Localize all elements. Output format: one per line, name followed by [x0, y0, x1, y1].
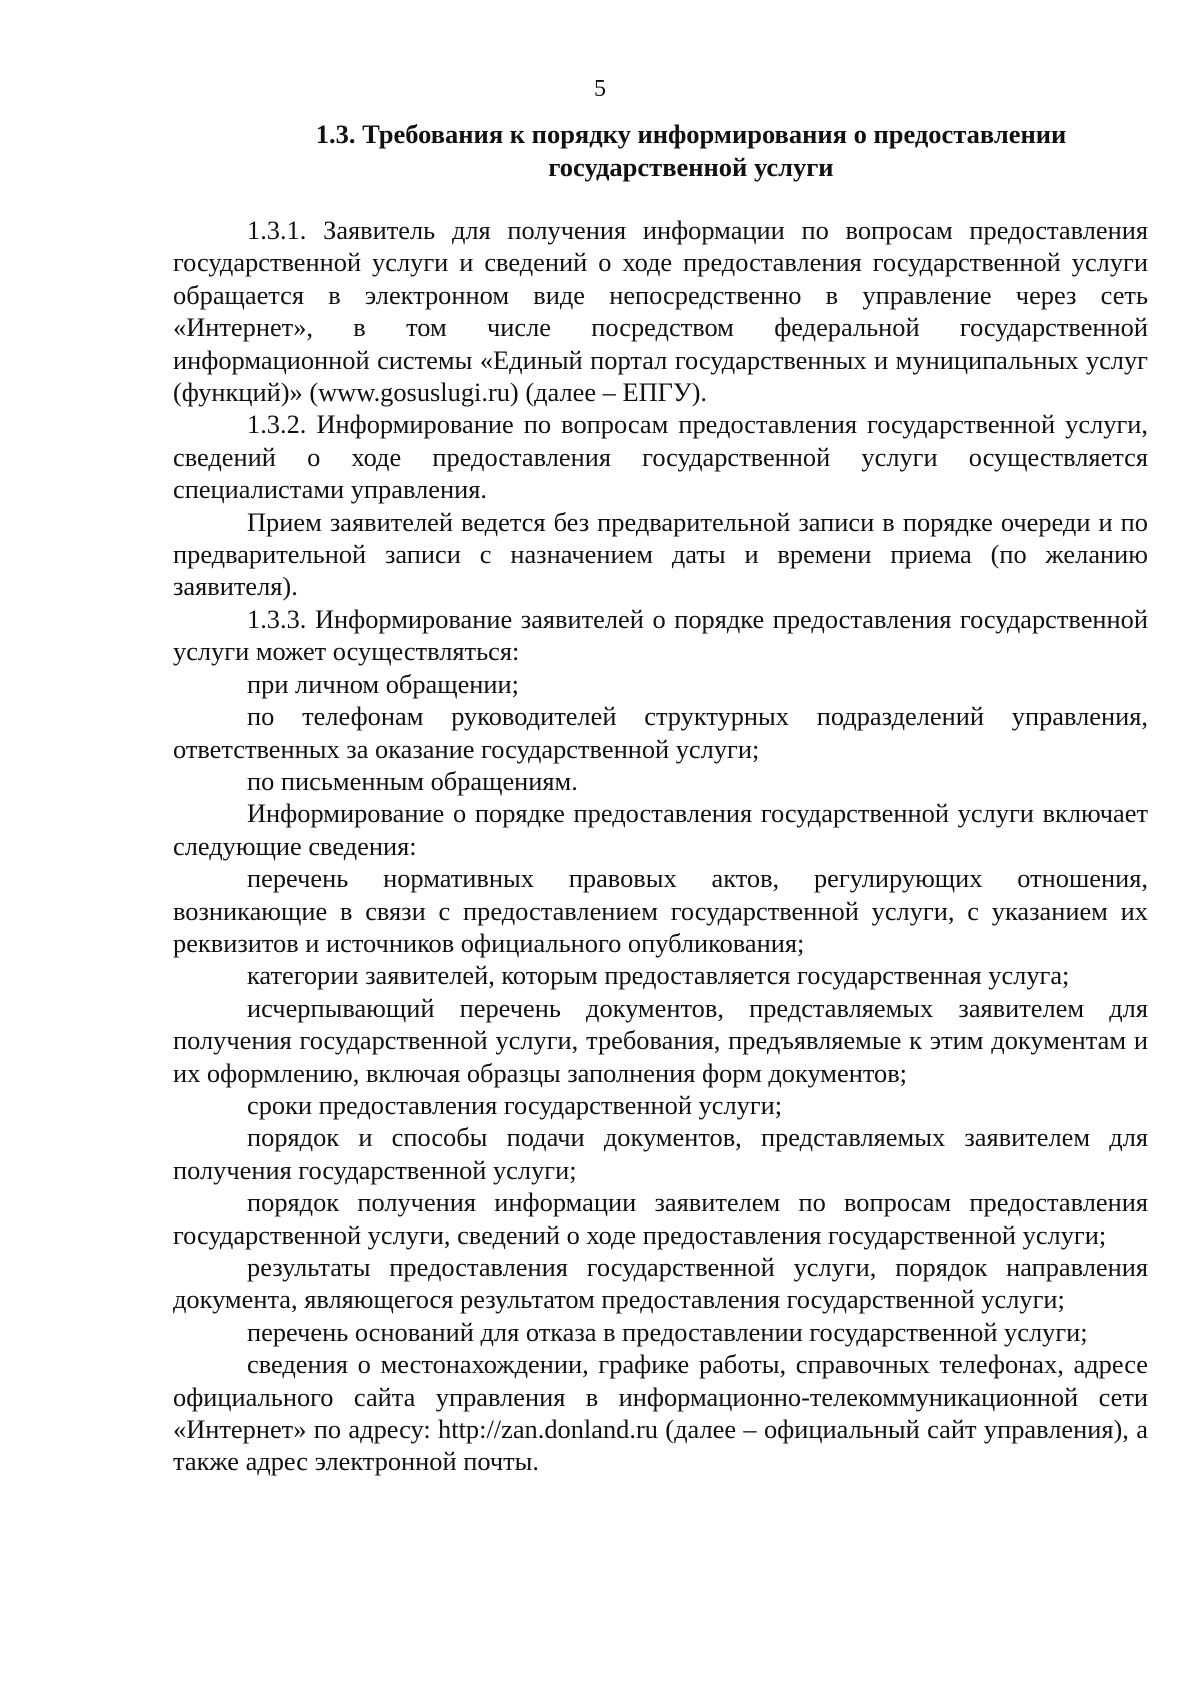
list-item-information-procedure: порядок получения информации заявителем по вопросам предоставления государственной услуги, сведений о ходе предоставления государственной услуги;	[173, 1187, 1148, 1250]
page-number: 5	[594, 76, 606, 102]
paragraph-1-3-3: 1.3.3. Информирование заявителей о порядке предоставления государственной услуги может осуществляться:	[173, 603, 1148, 667]
list-item-applicant-categories: категории заявителей, которым предоставляется государственная услуга;	[247, 960, 1070, 991]
list-item-results: результаты предоставления государственной услуги, порядок направления документа, являющегося результатом предоставления государственной услуги;	[173, 1252, 1148, 1315]
paragraph-1-3-2: 1.3.2. Информирование по вопросам предоставления государственной услуги, сведений о ходе предоставления государственной услуги осуществляется специалистами управления.	[173, 409, 1148, 505]
list-item-phone: по телефонам руководителей структурных подразделений управления, ответственных за оказание государственной услуги;	[173, 701, 1148, 764]
section-heading: 1.3. Требования к порядку информирования о предоставлении государственной услуги	[315, 119, 1067, 182]
list-item-written-requests: по письменным обращениям.	[247, 765, 578, 796]
list-item-personal-visit: при личном обращении;	[247, 668, 519, 699]
paragraph-1-3-1: 1.3.1. Заявитель для получения информации по вопросам предоставления государственной услуги и сведений о ходе предоставления государственной услуги обращается в электронном виде непосредственно в управление через сеть «Интернет», в том числе посредством федеральной государственной информационной системы «Единый портал государственных и муниципальных услуг (функций)» (www.gosuslugi.ru) (далее – ЕПГУ).	[173, 215, 1148, 408]
list-item-documents-list: исчерпывающий перечень документов, представляемых заявителем для получения государственной услуги, требования, предъявляемые к этим документам и их оформлению, включая образцы заполнения форм документов;	[173, 992, 1148, 1088]
paragraph-info-includes: Информирование о порядке предоставления государственной услуги включает следующие сведения:	[173, 798, 1148, 861]
document-body	[173, 214, 1148, 1478]
list-item-legal-acts: перечень нормативных правовых актов, регулирующих отношения, возникающие в связи с предоставлением государственной услуги, с указанием их реквизитов и источников официального опубликования;	[173, 863, 1148, 958]
list-item-refusal-grounds: перечень оснований для отказа в предоставлении государственной услуги;	[247, 1316, 1088, 1347]
list-item-submission-methods: порядок и способы подачи документов, представляемых заявителем для получения государственной услуги;	[173, 1122, 1148, 1185]
list-item-contact-info: сведения о местонахождении, графике работы, справочных телефонах, адресе официального сайта управления в информационно-телекоммуникационной сети «Интернет» по адресу: http://zan.donland.ru (далее – официальный сайт управления), а также адрес электронной почты.	[173, 1349, 1148, 1477]
list-item-deadlines: сроки предоставления государственной услуги;	[247, 1089, 783, 1120]
paragraph-reception: Прием заявителей ведется без предварительной записи в порядке очереди и по предварительной записи с назначением даты и времени приема (по желанию заявителя).	[173, 506, 1148, 602]
